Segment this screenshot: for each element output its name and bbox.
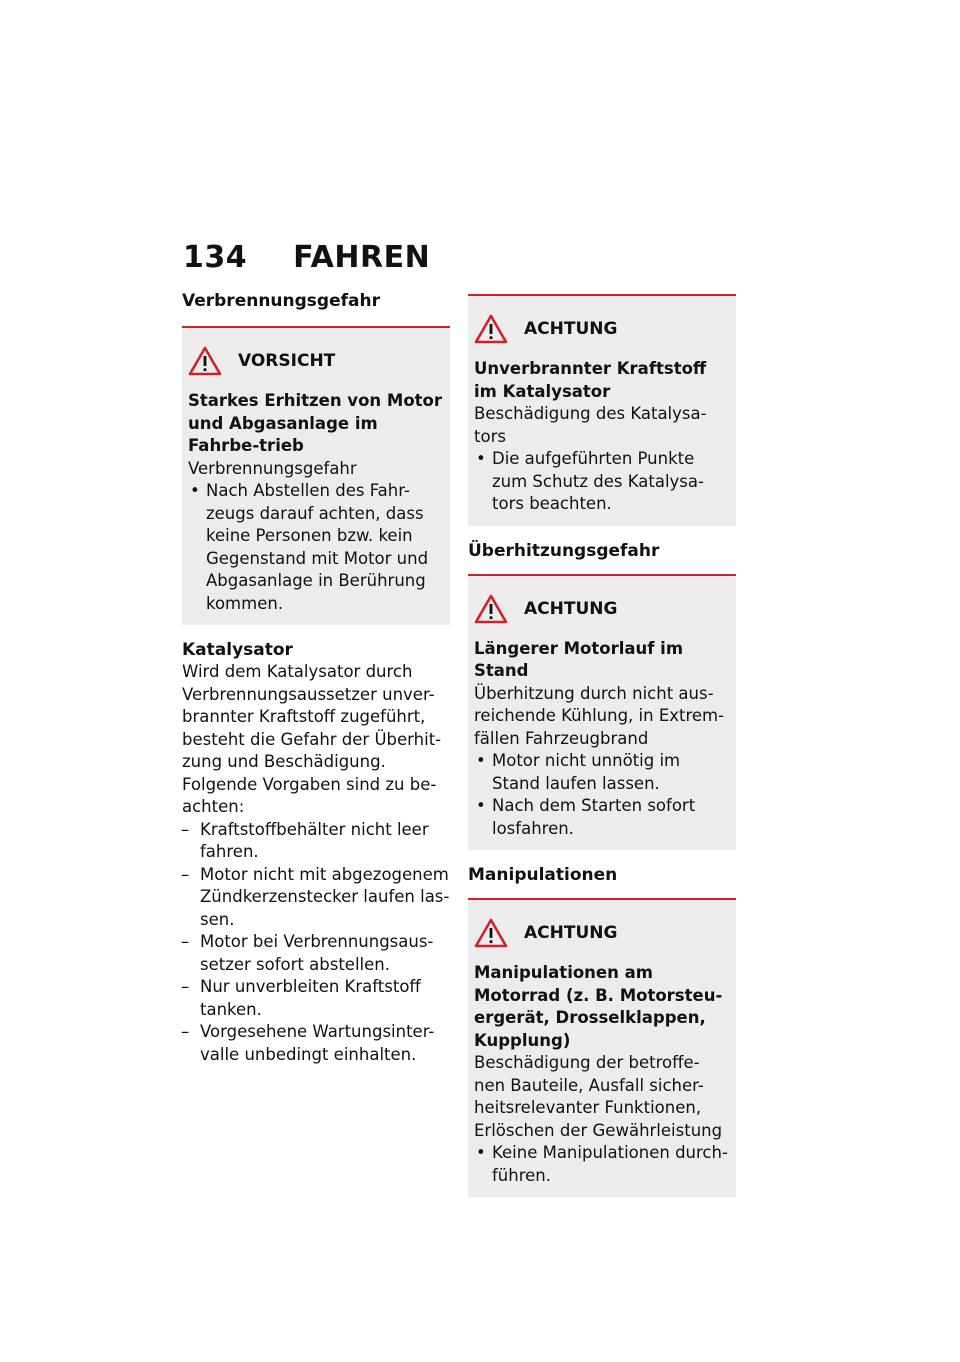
measures-list bbox=[188, 480, 444, 615]
box-header bbox=[188, 346, 444, 376]
chapter-title: FAHREN bbox=[293, 240, 431, 275]
hazard-description: Starkes Erhitzen von Motor und Abgasanlage im Fahrbe-trieb bbox=[188, 391, 443, 455]
hazard-consequence: Beschädigung des Katalysa-tors bbox=[474, 404, 707, 446]
hazard-consequence: Beschädigung der betroffe-nen Bauteile, Ausfall sicher-heitsrelevanter Funktionen, Erlöschen der Gewährleistung bbox=[474, 1053, 723, 1140]
box-label: VORSICHT bbox=[238, 351, 336, 371]
list-item: – Vorgesehene Wartungsinter-valle unbedingt einhalten. bbox=[182, 1021, 450, 1066]
list-item: • Keine Manipulationen durch-führen. bbox=[474, 1142, 730, 1187]
caution-box bbox=[182, 326, 450, 625]
page-number: 134 bbox=[183, 240, 248, 275]
measures-list bbox=[474, 448, 730, 516]
list-item: – Motor nicht mit abgezogenem Zündkerzenstecker laufen las-sen. bbox=[182, 864, 450, 932]
box-label: ACHTUNG bbox=[524, 319, 618, 339]
list-item: – Motor bei Verbrennungsaus-setzer sofort abstellen. bbox=[182, 931, 450, 976]
notice-box-catalyst bbox=[468, 294, 736, 526]
hazard-consequence: Überhitzung durch nicht aus-reichende Kühlung, in Extrem-fällen Fahrzeugbrand bbox=[474, 683, 725, 748]
measures-list bbox=[474, 1142, 730, 1187]
list-item: • Nach dem Starten sofort losfahren. bbox=[474, 795, 730, 840]
warning-triangle-icon bbox=[188, 346, 222, 376]
paragraph: Wird dem Katalysator durch Verbrennungsaussetzer unver-brannter Kraftstoff zugeführt, besteht die Gefahr der Überhit-zung und Beschädigung. bbox=[182, 662, 442, 771]
left-column bbox=[182, 290, 450, 1066]
list-item: • Motor nicht unnötig im Stand laufen lassen. bbox=[474, 750, 730, 795]
section-title-manipulations: Manipulationen bbox=[468, 865, 618, 885]
hazard-description: Manipulationen am Motorrad (z. B. Motorsteu-ergerät, Drosselklappen, Kupplung) bbox=[474, 963, 723, 1050]
notice-box-manipulations bbox=[468, 898, 736, 1197]
warning-triangle-icon bbox=[474, 918, 508, 948]
warning-triangle-icon bbox=[474, 314, 508, 344]
section-title-overheating: Überhitzungsgefahr bbox=[468, 540, 660, 561]
hazard-description: Längerer Motorlauf im Stand bbox=[474, 638, 684, 680]
right-column bbox=[468, 290, 736, 1197]
notice-box-overheating bbox=[468, 574, 736, 851]
measures-list bbox=[474, 750, 730, 840]
box-header bbox=[474, 594, 730, 624]
box-header bbox=[474, 918, 730, 948]
box-label: ACHTUNG bbox=[524, 923, 618, 943]
section-title-catalyst: Katalysator bbox=[182, 640, 293, 660]
page-header bbox=[183, 240, 430, 275]
list-item: • Nach Abstellen des Fahr-zeugs darauf achten, dass keine Personen bzw. kein Gegenstand mit Motor und Abgasanlage in Berührung kommen. bbox=[188, 480, 444, 615]
hazard-consequence: Verbrennungsgefahr bbox=[188, 458, 357, 478]
box-label: ACHTUNG bbox=[524, 598, 618, 619]
paragraph: Folgende Vorgaben sind zu be-achten: bbox=[182, 774, 437, 816]
list-item: • Die aufgeführten Punkte zum Schutz des Katalysa-tors beachten. bbox=[474, 448, 730, 516]
list-item: – Kraftstoffbehälter nicht leer fahren. bbox=[182, 819, 450, 864]
section-title-burn-hazard: Verbrennungsgefahr bbox=[182, 291, 380, 311]
dash-list bbox=[182, 819, 450, 1067]
hazard-description: Unverbrannter Kraftstoff im Katalysator bbox=[474, 359, 707, 401]
warning-triangle-icon bbox=[474, 594, 508, 624]
list-item: – Nur unverbleiten Kraftstoff tanken. bbox=[182, 976, 450, 1021]
box-header bbox=[474, 314, 730, 344]
